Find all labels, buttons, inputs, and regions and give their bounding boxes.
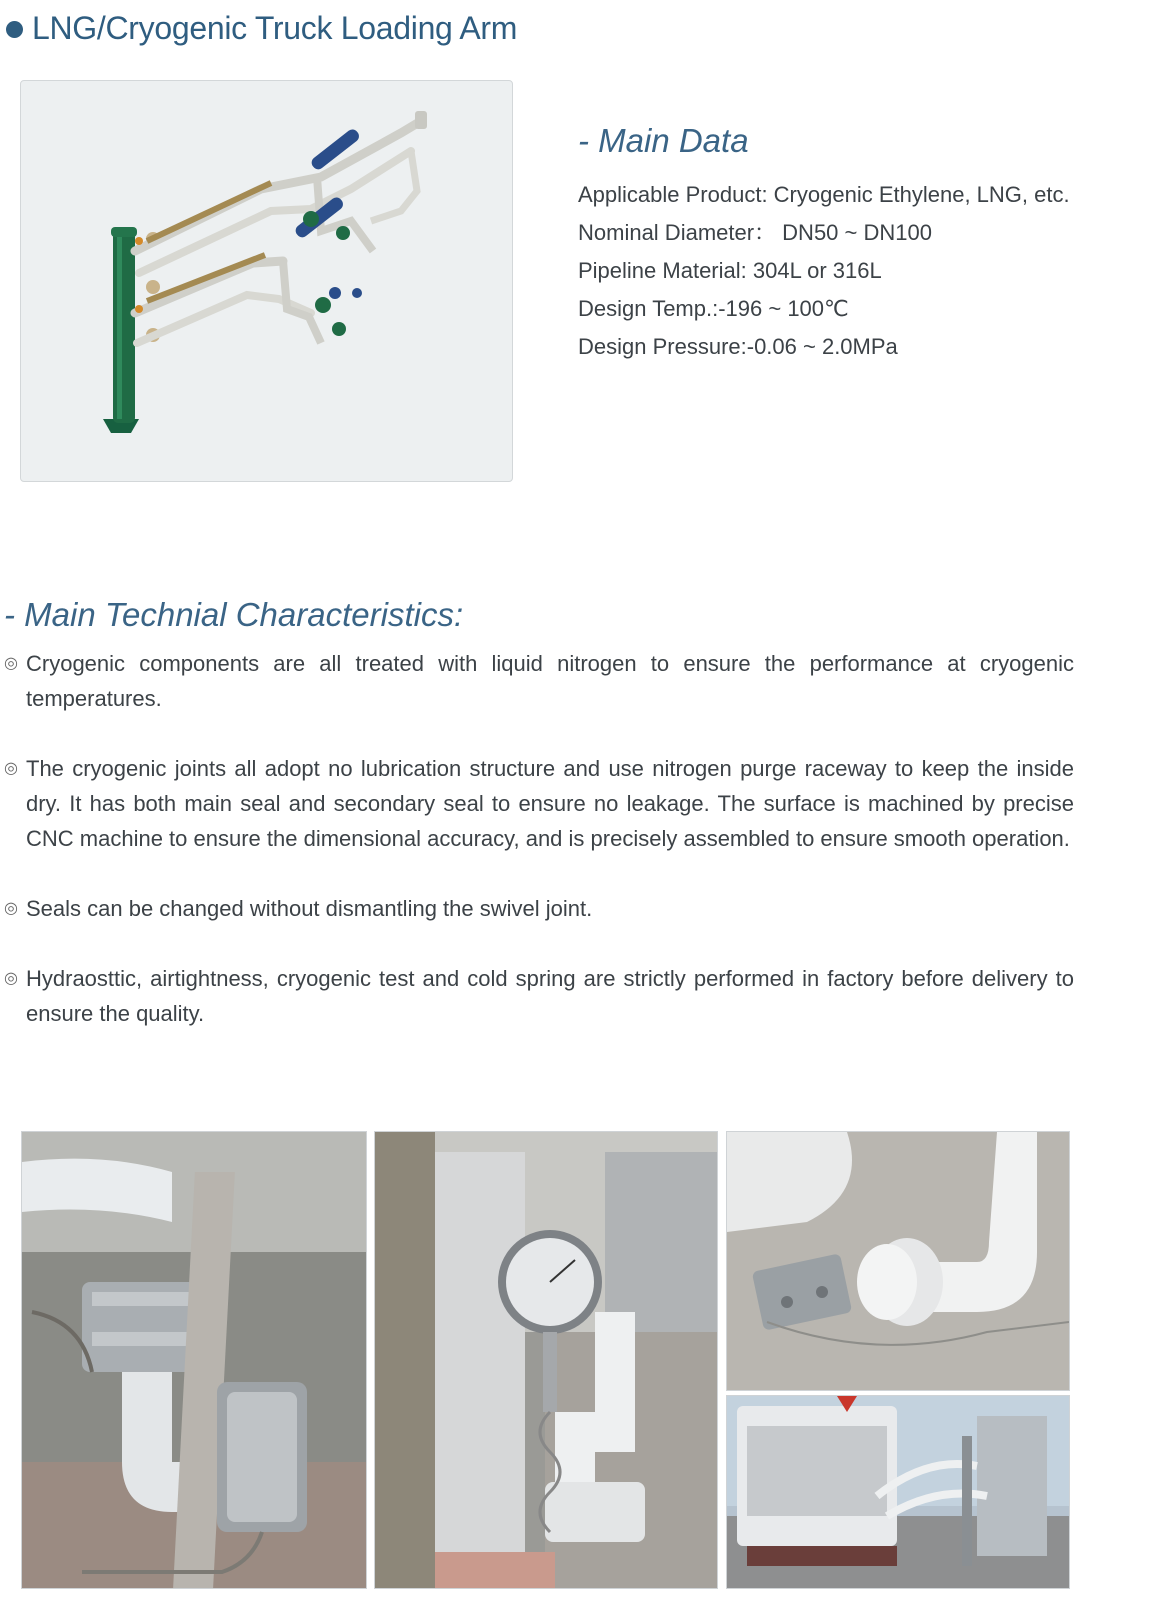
- list-item: [4, 961, 1074, 1031]
- pressure-gauge-photo: [374, 1131, 718, 1589]
- main-data-heading: - Main Data: [578, 122, 749, 159]
- main-data-section: [578, 122, 1158, 366]
- spec-applicable-product: Applicable Product: Cryogenic Ethylene, LNG, etc.: [578, 182, 1070, 207]
- circle-bullet-icon: ◎: [4, 655, 18, 672]
- insulated-joint-photo: [726, 1131, 1070, 1391]
- spec-design-pressure: Design Pressure:-0.06 ~ 2.0MPa: [578, 334, 898, 359]
- characteristics-section: [4, 596, 1074, 1066]
- list-item-text: The cryogenic joints all adopt no lubrication structure and use nitrogen purge raceway to keep the inside dry. It has both main seal and secondary seal to ensure no leakage. The surface is machined by precise CNC machine to ensure the dimensional accuracy, and is precisely assembled to ensure smooth operation.: [26, 756, 1074, 851]
- circle-bullet-icon: ◎: [4, 970, 18, 987]
- list-item: [4, 646, 1074, 716]
- list-item: [4, 891, 1074, 926]
- characteristics-heading: - Main Technial Characteristics:: [4, 596, 464, 633]
- bullet-dot-icon: [6, 21, 23, 38]
- page-title-row: [6, 8, 517, 48]
- list-item-text: Cryogenic components are all treated with liquid nitrogen to ensure the performance at cryogenic temperatures.: [26, 651, 1074, 711]
- swivel-joint-photo: [21, 1131, 367, 1589]
- list-item-text: Seals can be changed without dismantling the swivel joint.: [26, 896, 593, 921]
- circle-bullet-icon: ◎: [4, 900, 18, 917]
- loading-arm-rendering: [20, 80, 513, 482]
- page-title: LNG/Cryogenic Truck Loading Arm: [32, 9, 518, 46]
- spec-design-temp: Design Temp.:-196 ~ 100℃: [578, 296, 849, 321]
- circle-bullet-icon: ◎: [4, 760, 18, 777]
- list-item: [4, 751, 1074, 856]
- spec-pipeline-material: Pipeline Material: 304L or 316L: [578, 258, 882, 283]
- truck-loading-photo: [726, 1395, 1070, 1589]
- spec-nominal-diameter: Nominal Diameter： DN50 ~ DN100: [578, 220, 932, 245]
- list-item-text: Hydraosttic, airtightness, cryogenic test and cold spring are strictly performed in factory before delivery to ensure the quality.: [26, 966, 1074, 1026]
